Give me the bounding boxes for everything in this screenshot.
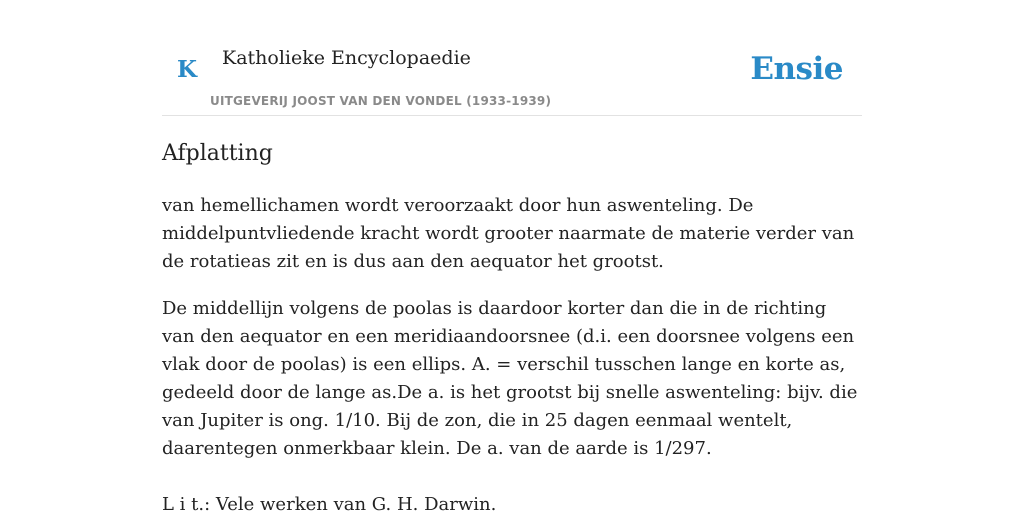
site-header <box>162 0 862 116</box>
entry-title: Afplatting <box>162 141 273 166</box>
entry-paragraph: van hemellichamen wordt veroorzaakt door hun aswenteling. De middelpuntvliedende kracht wordt grooter naarmate de materie verder van de rotatieas zit en is dus aan den aequator het grootst. <box>162 195 855 272</box>
entry-paragraph: De middellijn volgens de poolas is daardoor korter dan die in de richting van den aequator en een meridiaandoorsnee (d.i. een doorsnee volgens een vlak door de poolas) is een ellips. A. = verschil tusschen lange en korte as, gedeeld door de lange as.De a. is het grootst bij snelle aswenteling: bijv. die van Jupiter is ong. 1/10. Bij de zon, die in 25 dagen eenmaal wentelt, daarentegen onmerkbaar klein. De a. van de aarde is 1/297. <box>162 298 858 459</box>
site-title-link[interactable]: Katholieke Encyclopaedie <box>222 47 471 69</box>
site-logo-k[interactable]: K <box>177 56 197 83</box>
entry-content <box>162 192 862 512</box>
publisher-subtitle: UITGEVERIJ JOOST VAN DEN VONDEL (1933-1939) <box>210 94 552 108</box>
paragraph-gap <box>162 482 862 491</box>
ensie-brand-logo[interactable]: Ensie <box>750 51 843 87</box>
literature-reference: L i t.: Vele werken van G. H. Darwin. <box>162 494 497 512</box>
